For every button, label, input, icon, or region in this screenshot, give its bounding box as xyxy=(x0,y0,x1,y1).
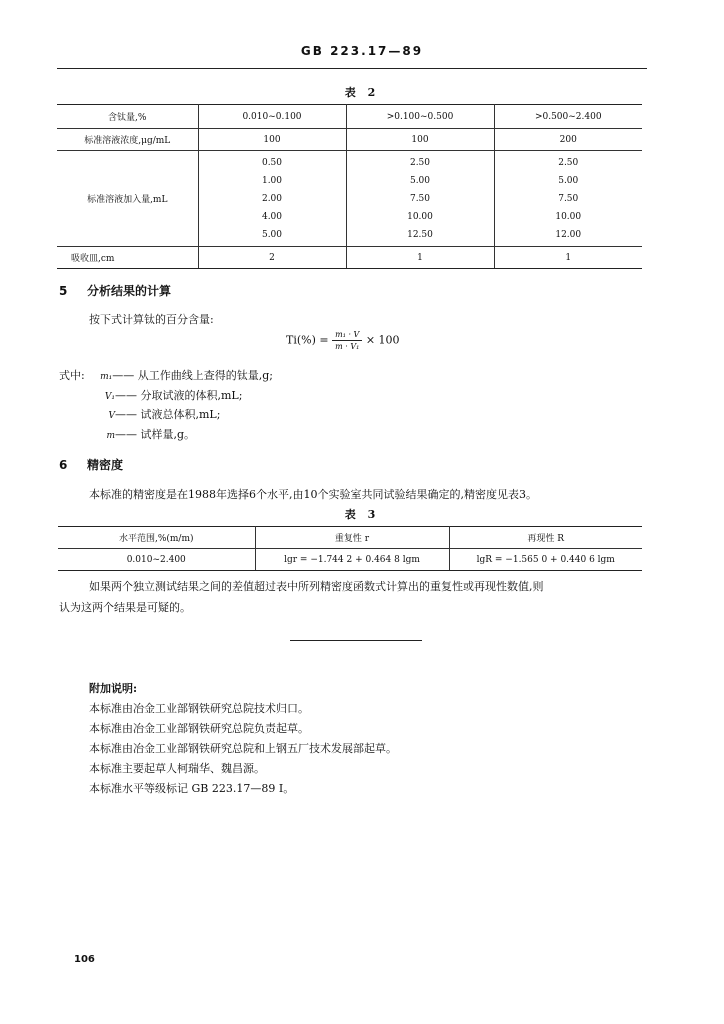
formula-lhs: Ti(%) = xyxy=(286,333,329,347)
variable-symbol: m xyxy=(106,431,115,441)
where-label: 式中: xyxy=(59,369,85,382)
ti-formula xyxy=(286,330,400,351)
table3-cell: lgR = −1.565 0 + 0.440 6 lgm xyxy=(449,549,642,571)
table3-cell: 0.010~2.400 xyxy=(58,549,255,571)
table3-header: 再现性 R xyxy=(449,527,642,549)
variable-description: —— 从工作曲线上查得的钛量,g; xyxy=(112,369,273,382)
table3-header: 水平范围,%(m/m) xyxy=(58,527,255,549)
table2 xyxy=(57,104,642,269)
table2-value: 7.50 xyxy=(409,193,431,204)
section5-heading xyxy=(59,282,171,299)
table2-value: 0.50 xyxy=(261,157,283,168)
table2-value: 4.00 xyxy=(261,211,283,222)
table2-cell: 100 xyxy=(198,129,346,151)
table3-header: 重复性 r xyxy=(255,527,449,549)
page-number: 106 xyxy=(74,954,95,965)
table2-cell: 200 xyxy=(494,129,642,151)
variable-symbol: m₁ xyxy=(100,372,113,382)
variable-row xyxy=(91,406,220,422)
table2-value: 12.00 xyxy=(555,229,582,240)
table2-value: 5.00 xyxy=(558,175,579,186)
table3-cell: lgr = −1.744 2 + 0.464 8 lgm xyxy=(255,549,449,571)
table3 xyxy=(58,526,642,571)
table3-header-row xyxy=(58,527,642,549)
table2-cell: 1 xyxy=(494,247,642,269)
formula-fraction xyxy=(332,330,362,351)
table2-cell-volumes-col1 xyxy=(198,151,346,247)
table2-value: 2.50 xyxy=(409,157,431,168)
table2-cell-volumes-col3 xyxy=(494,151,642,247)
table2-label-ti-content: 含钛量,% xyxy=(57,105,198,129)
table2-cell: >0.100~0.500 xyxy=(346,105,494,129)
variable-description: —— 分取试液的体积,mL; xyxy=(115,389,243,402)
table2-value: 7.50 xyxy=(558,193,579,204)
notes-heading: 附加说明: xyxy=(89,682,138,695)
table3-caption: 表 3 xyxy=(344,508,380,521)
note-line: 本标准由冶金工业部钢铁研究总院负责起草。 xyxy=(89,722,309,735)
after-table-line: 认为这两个结果是可疑的。 xyxy=(59,601,191,614)
note-line: 本标准由冶金工业部钢铁研究总院和上钢五厂技术发展部起草。 xyxy=(89,742,397,755)
variable-description: —— 试液总体积,mL; xyxy=(115,408,221,421)
table2-label-std-volume: 标准溶液加入量,mL xyxy=(57,151,198,247)
table2-value: 2.00 xyxy=(261,193,283,204)
table2-cell: 100 xyxy=(346,129,494,151)
table2-row-ti-content xyxy=(57,105,642,129)
table2-value: 1.00 xyxy=(261,175,283,186)
header-rule xyxy=(57,68,647,69)
where-variable-row xyxy=(59,367,273,383)
standard-code-header: GB 223.17—89 xyxy=(300,44,424,58)
variable-row xyxy=(91,387,242,403)
variable-symbol: V xyxy=(108,411,115,421)
section6-text: 本标准的精密度是在1988年选择6个水平,由10个实验室共同试验结果确定的,精密度见表3。 xyxy=(89,488,537,501)
section5-number: 5 xyxy=(59,284,68,298)
section-end-rule xyxy=(290,640,422,641)
note-line: 本标准由冶金工业部钢铁研究总院技术归口。 xyxy=(89,702,309,715)
formula-denominator: m · V₁ xyxy=(335,342,360,351)
section6-heading xyxy=(59,456,123,473)
table2-row-std-volume xyxy=(57,151,642,247)
table2-row-std-conc xyxy=(57,129,642,151)
table2-value: 12.50 xyxy=(407,229,433,240)
table2-cell: 2 xyxy=(198,247,346,269)
table2-cell-volumes-col2 xyxy=(346,151,494,247)
formula-rhs: × 100 xyxy=(365,333,400,347)
table2-label-std-conc: 标准溶液浓度,μg/mL xyxy=(57,129,198,151)
table2-row-cuvette xyxy=(57,247,642,269)
formula-numerator: m₁ · V xyxy=(332,330,362,341)
section5-title: 分析结果的计算 xyxy=(87,284,172,298)
table2-value: 10.00 xyxy=(555,211,582,222)
table2-value: 5.00 xyxy=(261,229,283,240)
table2-cell: >0.500~2.400 xyxy=(494,105,642,129)
table2-value: 5.00 xyxy=(409,175,431,186)
table3-row xyxy=(58,549,642,571)
table2-cell: 0.010~0.100 xyxy=(198,105,346,129)
after-table-line: 如果两个独立测试结果之间的差值超过表中所列精密度函数式计算出的重复性或再现性数值,则 xyxy=(89,580,544,593)
table2-label-cuvette: 吸收皿,cm xyxy=(57,247,198,269)
table2-caption: 表 2 xyxy=(344,86,380,99)
table2-value: 2.50 xyxy=(558,157,579,168)
note-line: 本标准水平等级标记 GB 223.17—89 Ⅰ。 xyxy=(89,782,295,795)
section6-number: 6 xyxy=(59,458,68,472)
section6-title: 精密度 xyxy=(87,458,124,472)
variable-row xyxy=(91,426,195,442)
note-line: 本标准主要起草人柯瑞华、魏昌源。 xyxy=(89,762,265,775)
table2-cell: 1 xyxy=(346,247,494,269)
table2-value: 10.00 xyxy=(407,211,433,222)
variable-symbol: V₁ xyxy=(104,392,115,402)
section5-intro: 按下式计算钛的百分含量: xyxy=(89,313,214,326)
variable-description: —— 试样量,g。 xyxy=(115,428,196,441)
